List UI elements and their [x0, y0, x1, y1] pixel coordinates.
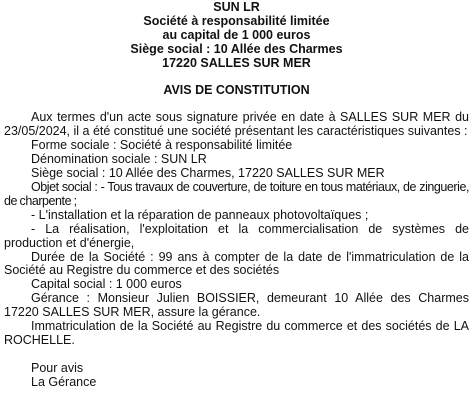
company-capital: au capital de 1 000 euros	[162, 27, 311, 42]
immatriculation: Immatriculation de la Société au Registre du commerce et des sociétés de LA ROCHELLE.	[4, 319, 469, 347]
duree-societe: Durée de la Société : 99 ans à compter de la date de l'immatriculation de la Société au Registre du commerce et des sociétés	[4, 249, 469, 278]
forme-sociale: Forme sociale : Société à responsabilité limitée	[31, 138, 293, 153]
siege-social: Siège social : 10 Allée des Charmes, 17220 SALLES SUR MER	[31, 166, 385, 181]
objet-item-photovoltaique: - L'installation et la réparation de panneaux photovoltaïques ;	[31, 207, 369, 222]
denomination-sociale: Dénomination sociale : SUN LR	[31, 152, 207, 167]
company-name: SUN LR	[213, 0, 260, 14]
objet-item-energie: - La réalisation, l'exploitation et la commercialisation de systèmes de production et d'énergie,	[4, 221, 469, 250]
notice-body	[4, 111, 469, 389]
company-city: 17220 SALLES SUR MER	[162, 55, 311, 70]
legal-notice	[4, 1, 469, 390]
spacer	[4, 348, 469, 362]
company-legal-form: Société à responsabilité limitée	[143, 13, 330, 28]
notice-title: AVIS DE CONSTITUTION	[163, 83, 310, 98]
intro-paragraph: Aux termes d'un acte sous signature privée en date à SALLES SUR MER du 23/05/2024, il a été constitué une société présentant les caractéristiques suivantes :	[4, 110, 469, 139]
signatory: La Gérance	[31, 374, 97, 389]
objet-social: Objet social : - Tous travaux de couverture, de toiture en tous matériaux, de zinguerie, de charpente ;	[4, 179, 469, 208]
capital-social: Capital social : 1 000 euros	[31, 277, 182, 292]
company-siege: Siège social : 10 Allée des Charmes	[130, 41, 343, 56]
company-header	[4, 1, 469, 71]
pour-avis: Pour avis	[31, 360, 84, 375]
gerance: Gérance : Monsieur Julien BOISSIER, demeurant 10 Allée des Charmes 17220 SALLES SUR MER, assure la gérance.	[4, 291, 469, 320]
